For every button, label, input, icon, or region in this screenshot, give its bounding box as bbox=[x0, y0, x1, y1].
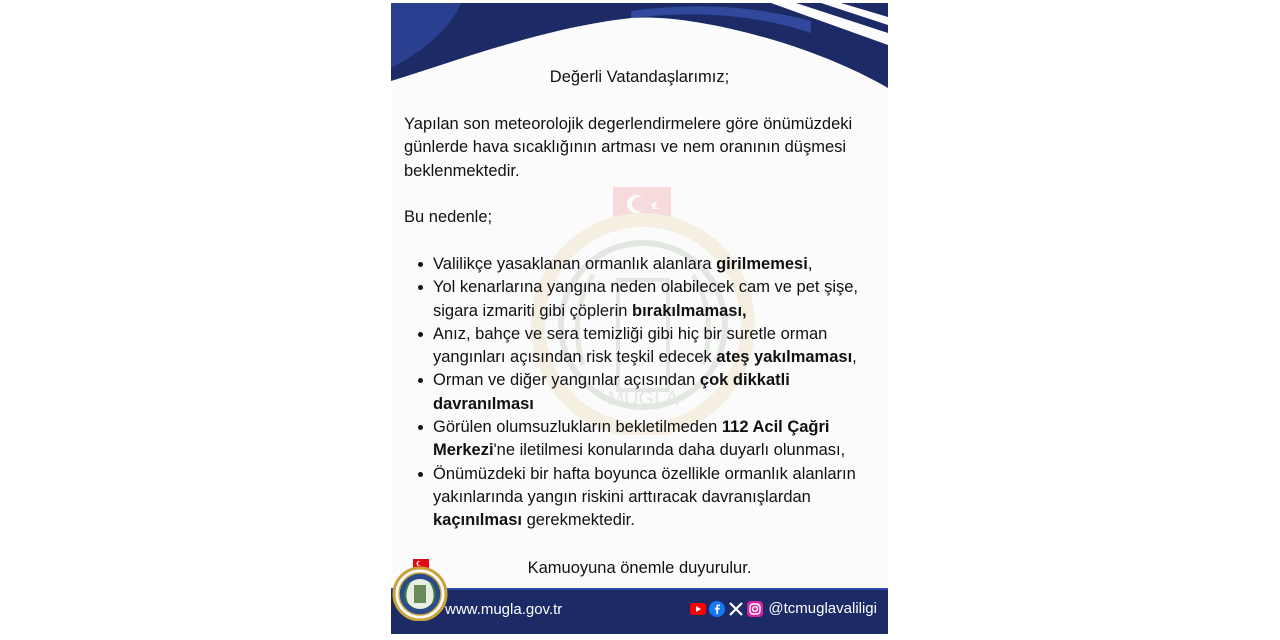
greeting-text: Değerli Vatandaşlarımız; bbox=[549, 68, 730, 86]
instagram-icon[interactable] bbox=[747, 601, 763, 617]
footer-accent-line bbox=[391, 588, 888, 590]
list-item: Valilikçe yasaklanan ormanlık alanlara girilmemesi, bbox=[433, 253, 873, 276]
list-item: Orman ve diğer yangınlar açısından çok dikkatli davranılması bbox=[433, 369, 873, 416]
social-links bbox=[690, 600, 877, 617]
closing-text: Kamuoyuna önemle duyurulur. bbox=[527, 559, 752, 577]
list-item: Anız, bahçe ve sera temizliği gibi hiç bir suretle orman yangınları açısından risk teşkil edecek ateş yakılmaması, bbox=[433, 323, 873, 370]
precaution-list bbox=[433, 253, 873, 533]
facebook-icon[interactable] bbox=[709, 601, 725, 617]
governorship-seal-logo bbox=[391, 559, 449, 621]
reason-text: Bu nedenle; bbox=[404, 208, 493, 226]
list-item: Görülen olumsuzlukların bekletilmeden 112 Acil Çağri Merkezi'ne iletilmesi konularında daha duyarlı olunması, bbox=[433, 416, 873, 463]
svg-text:MUĞLA: MUĞLA bbox=[607, 388, 679, 410]
intro-paragraph: Yapılan son meteorolojik degerlendirmelere göre önümüzdeki günlerde hava sıcaklığının artması ve nem oranının düşmesi beklenmektedir. bbox=[404, 115, 853, 180]
announcement-card bbox=[391, 3, 888, 634]
social-handle[interactable]: @tcmuglavaliligi bbox=[768, 600, 877, 617]
list-item: Yol kenarlarına yangına neden olabilecek cam ve pet şişe, sigara izmariti gibi çöplerin bırakılmaması, bbox=[433, 276, 873, 323]
footer-bar bbox=[391, 588, 888, 634]
list-item: Önümüzdeki bir hafta boyunca özellikle ormanlık alanların yakınlarında yangın riskini arttıracak davranışlardan kaçınılması gerekmektedir. bbox=[433, 463, 873, 533]
x-icon[interactable] bbox=[728, 601, 744, 617]
website-link[interactable]: www.mugla.gov.tr bbox=[445, 601, 563, 618]
youtube-icon[interactable] bbox=[690, 601, 706, 617]
